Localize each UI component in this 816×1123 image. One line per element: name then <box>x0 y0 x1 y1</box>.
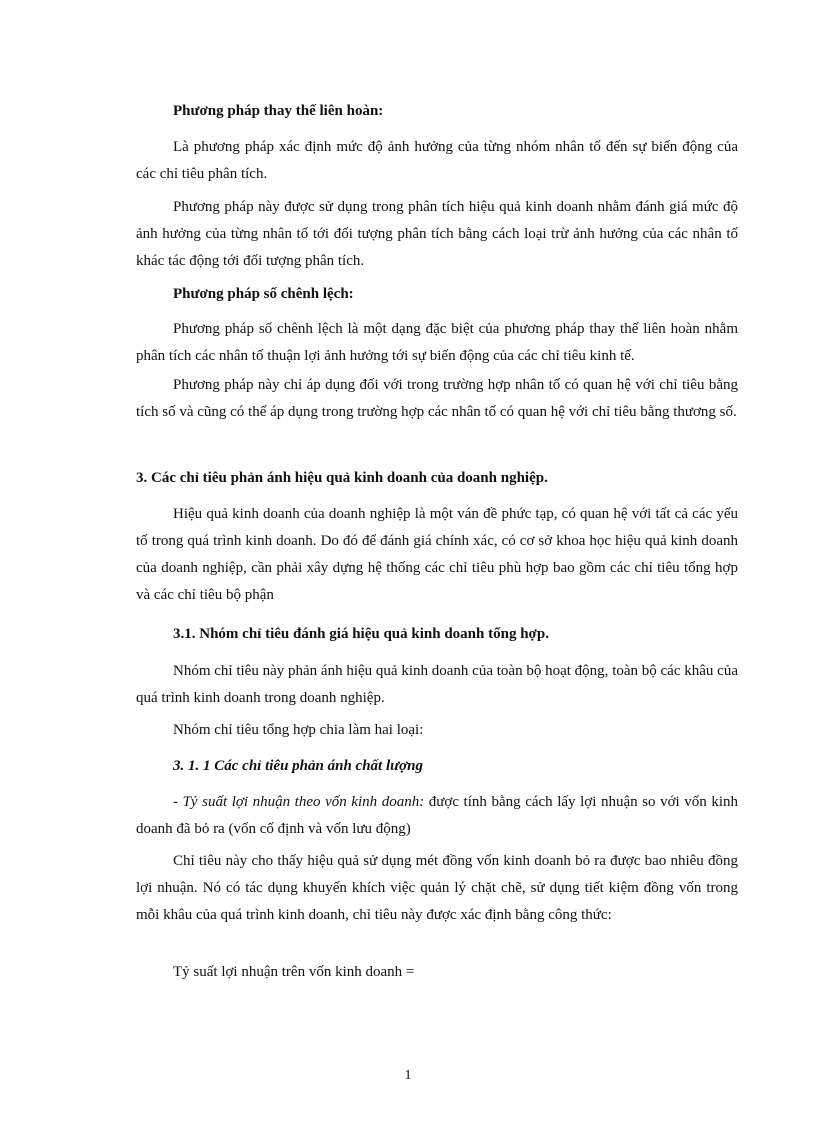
heading-section-3: 3. Các chỉ tiêu phản ánh hiệu quả kinh doanh của doanh nghiệp. <box>136 470 548 486</box>
paragraph-section-3-intro: Hiệu quả kinh doanh của doanh nghiệp là một ván đề phức tạp, có quan hệ với tất cả các yếu tố trong quá trình kinh doanh. Do đó để đánh giá chính xác, có cơ sở khoa học hiệu quả kinh doanh của doanh nghiệp, cần phải xây dựng hệ thống các chỉ tiêu phù hợp bao gồm các chỉ tiêu tổng hợp và các chỉ tiêu bộ phận <box>136 506 738 603</box>
paragraph-thay-the-definition: Là phương pháp xác định mức độ ảnh hưởng của từng nhóm nhân tố đến sự biến động của các chỉ tiêu phân tích. <box>136 139 738 182</box>
paragraph-section-3-1-intro: Nhóm chỉ tiêu này phản ánh hiệu quả kinh doanh của toàn bộ hoạt động, toàn bộ các khâu của quá trình kinh doanh trong doanh nghiệp. <box>136 663 738 706</box>
paragraph-chi-tieu-explanation: Chỉ tiêu này cho thấy hiệu quả sử dụng mét đồng vốn kinh doanh bỏ ra được bao nhiêu đồng lợi nhuận. Nó có tác dụng khuyến khích việc quản lý chặt chẽ, sử dụng tiết kiệm đồng vốn trong mỗi khâu của quá trình kinh doanh, chỉ tiêu này được xác định bằng công thức: <box>136 853 738 923</box>
paragraph-thay-the-usage: Phương pháp này được sử dụng trong phân tích hiệu quả kinh doanh nhằm đánh giá mức độ ảnh hưởng của từng nhân tố tới đối tượng phân tích bằng cách loại trừ ảnh hưởng của các nhân tố khác tác động tới đối tượng phân tích. <box>136 199 738 269</box>
paragraph-two-types: Nhóm chỉ tiêu tổng hợp chia làm hai loại: <box>173 722 424 738</box>
paragraph-ty-suat-loi-nhuan <box>136 789 738 843</box>
paragraph-chenh-lech-definition: Phương pháp số chênh lệch là một dạng đặc biệt của phương pháp thay thế liên hoàn nhằm phân tích các nhân tố thuận lợi ảnh hưởng tới sự biến động của các chỉ tiêu kinh tế. <box>136 321 738 364</box>
heading-section-3-1-1: 3. 1. 1 Các chỉ tiêu phản ánh chất lượng <box>173 758 423 774</box>
paragraph-formula-label: Tỷ suất lợi nhuận trên vốn kinh doanh = <box>173 964 415 980</box>
paragraph-chenh-lech-usage: Phương pháp này chỉ áp dụng đối với trong trường hợp nhân tố có quan hệ với chỉ tiêu bằng tích số và cũng có thể áp dụng trong trường hợp các nhân tố có quan hệ với chỉ tiêu bằng thương số. <box>136 377 738 420</box>
heading-thay-the-lien-hoan: Phương pháp thay thế liên hoàn: <box>173 103 384 119</box>
heading-so-chenh-lech: Phương pháp số chênh lệch: <box>173 286 354 302</box>
term-ty-suat-loi-nhuan: - Tỷ suất lợi nhuận theo vốn kinh doanh: <box>173 794 425 810</box>
definition-ty-suat-loi-nhuan: được tính bằng cách lấy lợi nhuận so với vốn kinh doanh đã bỏ ra (vốn cố định và vốn lưu động) <box>136 794 738 837</box>
page-number: 1 <box>404 1068 412 1083</box>
heading-section-3-1: 3.1. Nhóm chỉ tiêu đánh giá hiệu quả kinh doanh tổng hợp. <box>173 626 549 642</box>
